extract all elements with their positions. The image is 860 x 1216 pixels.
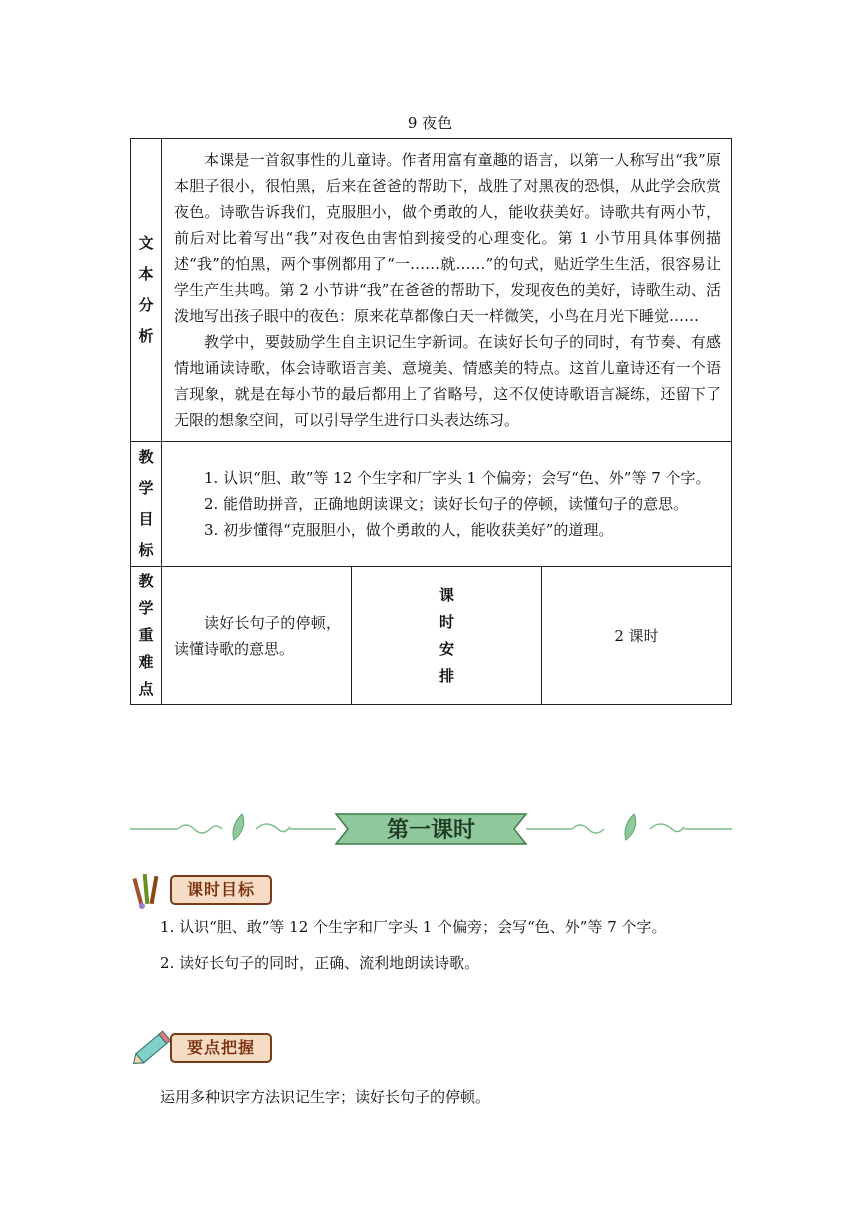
- keypoints-content: [162, 567, 352, 705]
- goal-item: 1. 认识“胆、敢”等 12 个生字和厂字头 1 个偏旁；会写“色、外”等 7 个字。: [160, 918, 667, 936]
- goal-item: 3. 初步懂得“克服胆小，做个勇敢的人，能收获美好”的道理。: [204, 521, 614, 539]
- analysis-paragraph: 本课是一首叙事性的儿童诗。作者用富有童趣的语言，以第一人称写出“我”原本胆子很小，很怕黑，后来在爸爸的帮助下，战胜了对黑夜的恐惧，从此学会欣赏夜色。诗歌告诉我们，克服胆小，做个勇敢的人，能收获美好。诗歌共有两小节，前后对比着写出“我”对夜色由害怕到接受的心理变化。第 1 小节用具体事例描述“我”的怕黑，两个事例都用了“一……就……”的句式，贴近学生生活，很容易让学生产生共鸣。第 2 小节讲“我”在爸爸的帮助下，发现夜色的美好，诗歌生动、活泼地写出孩子眼中的夜色：原来花草都像白天一样微笑，小鸟在月光下睡觉……: [174, 151, 721, 325]
- banner-title: 第一课时: [386, 818, 476, 843]
- goal-item: 2. 读好长句子的同时，正确、流利地朗读诗歌。: [160, 954, 480, 972]
- lesson-banner: [130, 806, 732, 852]
- section-tag-keypoints: [130, 1026, 276, 1068]
- leaf-right-icon: [625, 814, 636, 840]
- keypoints-text: 运用多种识字方法识记生字；读好长句子的停顿。: [160, 1088, 491, 1106]
- section-label: 课时目标: [170, 875, 272, 905]
- section-tag-goals: [130, 868, 276, 910]
- keypoints-text: 读好长句子的停顿，读懂诗歌的意思。: [174, 613, 341, 658]
- analysis-row: [131, 139, 732, 442]
- page-title: 9 夜色: [407, 114, 453, 132]
- keypoints-head: 教 学 重 难 点: [131, 567, 162, 705]
- section-label: 要点把握: [170, 1033, 272, 1063]
- analysis-head: 文 本 分 析: [131, 139, 162, 442]
- goals-head: 教 学 目 标: [131, 442, 162, 567]
- lesson-table: [130, 138, 732, 705]
- leaf-left-icon: [233, 814, 244, 840]
- section-goals-body: [130, 914, 732, 986]
- schedule-head: 课 时 安 排: [352, 567, 542, 705]
- pencil-icon: [130, 1026, 174, 1070]
- brush-icon: [130, 868, 170, 910]
- goals-row: [131, 442, 732, 567]
- goals-content: [162, 442, 732, 567]
- goal-item: 2. 能借助拼音，正确地朗读课文；读好长句子的停顿，读懂句子的意思。: [204, 495, 689, 513]
- analysis-paragraph: 教学中，要鼓励学生自主识记生字新词。在读好长句子的同时，有节奏、有感情地诵读诗歌，体会诗歌语言美、意境美、情感美的特点。这首儿童诗还有一个语言现象，就是在每小节的最后都用上了省略号，这不仅使诗歌语言凝练，还留下了无限的想象空间，可以引导学生进行口头表达练习。: [174, 333, 721, 429]
- section-keypoints-body: [130, 1084, 732, 1120]
- keypoints-row: [131, 567, 732, 705]
- goal-item: 1. 认识“胆、敢”等 12 个生字和厂字头 1 个偏旁；会写“色、外”等 7 个字。: [204, 469, 711, 487]
- analysis-content: [162, 139, 732, 442]
- schedule-value: 2 课时: [542, 567, 732, 705]
